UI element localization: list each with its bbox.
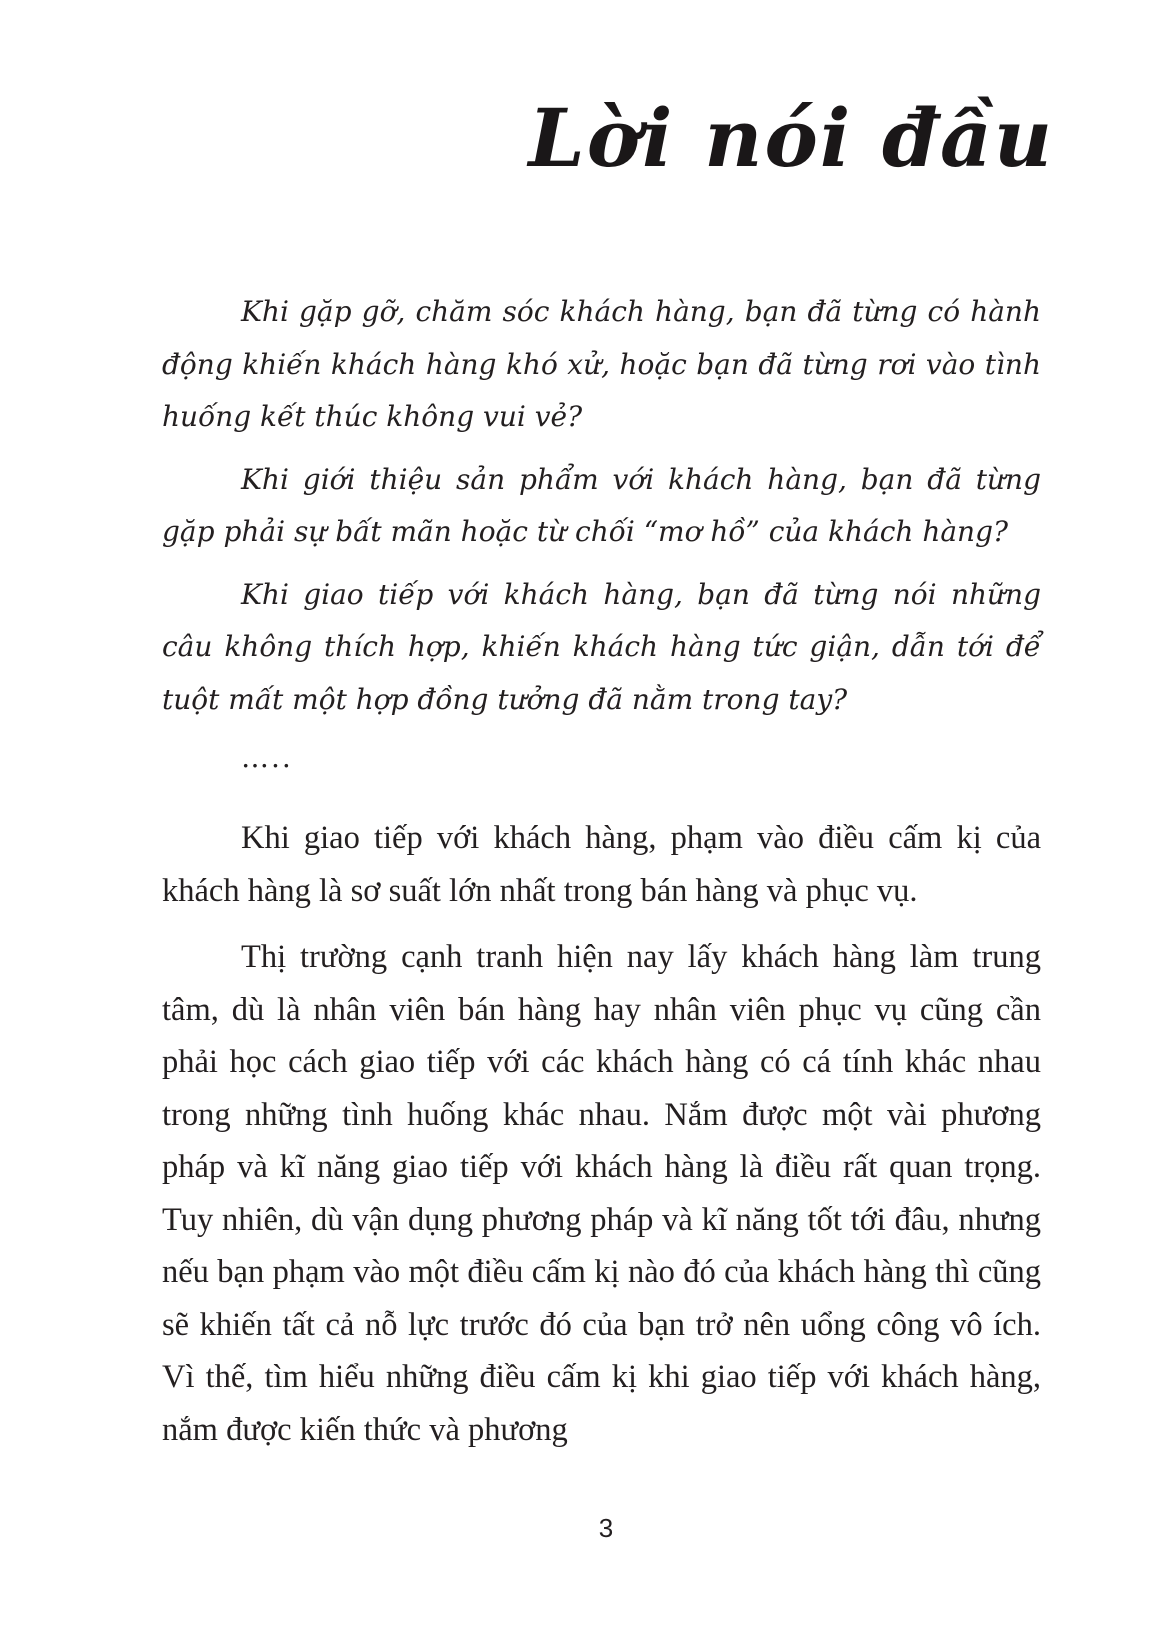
body-text <box>162 286 1041 1470</box>
page-number: 3 <box>598 1513 614 1543</box>
body-paragraph-1: Khi giao tiếp với khách hàng, phạm vào điều cấm kị của khách hàng là sơ suất lớn nhất trong bán hàng và phục vụ. <box>162 820 1041 909</box>
intro-question-3: Khi giao tiếp với khách hàng, bạn đã từng nói những câu không thích hợp, khiến khách hàng tức giận, dẫn tới để tuột mất một hợp đồng tưởng đã nằm trong tay? <box>162 577 1041 716</box>
ellipsis: ….. <box>241 741 293 774</box>
page-title: Lời nói đầu <box>528 91 1054 185</box>
intro-question-1: Khi gặp gỡ, chăm sóc khách hàng, bạn đã từng có hành động khiến khách hàng khó xử, hoặc bạn đã từng rơi vào tình huống kết thúc không vui vẻ? <box>162 295 1041 433</box>
body-paragraph-2: Thị trường cạnh tranh hiện nay lấy khách hàng làm trung tâm, dù là nhân viên bán hàng hay nhân viên phục vụ cũng cần phải học cách giao tiếp với các khách hàng có cá tính khác nhau trong những tình huống khác nhau. Nắm được một vài phương pháp và kĩ năng giao tiếp với khách hàng là điều rất quan trọng. Tuy nhiên, dù vận dụng phương pháp và kĩ năng tốt tới đâu, nhưng nếu bạn phạm vào một điều cấm kị nào đó của khách hàng thì cũng sẽ khiến tất cả nỗ lực trước đó của bạn trở nên uổng công vô ích. Vì thế, tìm hiểu những điều cấm kị khi giao tiếp với khách hàng, nắm được kiến thức và phương <box>162 939 1041 1448</box>
intro-question-2: Khi giới thiệu sản phẩm với khách hàng, bạn đã từng gặp phải sự bất mãn hoặc từ chối “mơ hồ” của khách hàng? <box>162 462 1041 548</box>
